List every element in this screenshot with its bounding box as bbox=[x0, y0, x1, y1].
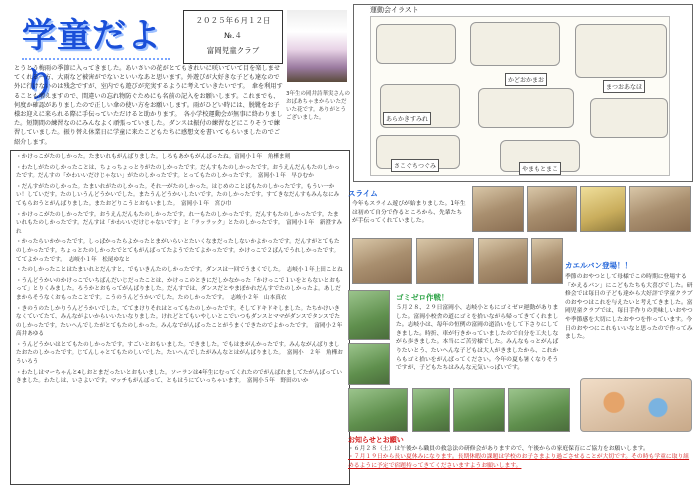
gomi-photo-1 bbox=[348, 290, 390, 340]
gomi-photo-2 bbox=[348, 343, 390, 385]
issue-date: ２０２５年６月１２日 bbox=[195, 16, 271, 25]
issue-info-box bbox=[183, 10, 283, 64]
notice-section bbox=[348, 435, 693, 485]
comment-4: ・かけっこがたのしかったです。おうえんだんもたのしかったです。れ一もたのしかったです。だんすもたのしかったです。たまいれもたのしかったです。だんすは「かわいいだけじゃないです」と「ラッラック」とたのしかったです。 富岡小１年 新澄すみれ bbox=[16, 211, 343, 235]
slime-photo-5 bbox=[352, 238, 412, 284]
comment-9: ・うんどうかいはとてもたのしかったです。すごいとおもいました。できました。でもはまがんかったです。みんながんばりましたおたのしかったです。じてんしゃとてもたのしいでした。たいへんでしたがみんなとはがんばりました。 富岡小 ２年 角樺おういろう bbox=[16, 341, 343, 366]
slime-photo-3 bbox=[580, 186, 626, 232]
gomi-photo-3 bbox=[348, 388, 408, 432]
caleban-heading: カエルバン登場！！ bbox=[565, 261, 632, 270]
comment-8: ・きのうのたしかりうんどうかいでした。ててまけりそれはとってもたのしかったです。そしてドキドキしました。たちかけいきなくていてたて、みんながよいからいいたいなりました。けれどとてもいやしいとこでいつもダンスとママがダンスでタンスでたのしかったです。たいへんでしたがとてもたのしかった。みんなでがんばったことがうまくできたのでよかったです。 富岡小２年 高井あゆる bbox=[16, 305, 348, 338]
gomi-heading: ゴミゼロ作戦！ bbox=[396, 293, 449, 302]
slime-photo-8 bbox=[531, 238, 563, 284]
slime-photo-6 bbox=[416, 238, 474, 284]
newsletter-title: 学童だより bbox=[22, 8, 170, 60]
flowers-caption: 3年生の岡井詩華実さんのおばあちゃまからいただいた花です。ありがとうございました。 bbox=[286, 91, 351, 121]
slime-text: 今年もスライム遊びが始まりました。1年生は初めて自分で作るところから、先輩たちが手伝ってくれていました。 bbox=[352, 201, 466, 225]
comment-2: ・わたしがたのしかったことは、ちょっちょっとりがたのしかったです。だんすもたのしかったです。おうえんだんもたのしかったです。だんすの「かわいいだけじゃない」がたのしかったです。とってもたのしかったです。 富岡小１年 早ひむか bbox=[16, 164, 340, 180]
slime-photo-4 bbox=[629, 186, 691, 232]
illustration-name-1: かどおかまお bbox=[505, 73, 547, 86]
caleban-text: 季節のおやつとして母様でこの時期に登場する「かえるパン」にこどもたちも大喜びでした。研修会では毎日の子ども達から大好評で学童クラブのおやつはこれを与えたいと考えてきました。富岡児童クラブでは、毎日手作りの美味しいおやつや季節感を大切にしたおやつを作っています。今日のおやつにこれもいいなと思ったので作ってみました。 bbox=[565, 274, 693, 341]
gomi-photo-4 bbox=[412, 388, 450, 432]
slime-heading: スライム bbox=[348, 189, 378, 198]
slime-photo-7 bbox=[478, 238, 528, 284]
illustration-name-2: あらかきすみれ bbox=[383, 112, 431, 125]
comments-list bbox=[16, 153, 348, 388]
comment-7: ・うんどうかいのかけっこでいちばんだいじだったことは、かけっこのときにだしかなかった「かけっこで１いをとらないとおもって」とりくみました。ろうかとおもってがんばりました。だんすでは、ダンスだとやまぽかれだんすでたのしかったよ。あしだまからそうなくおもったことです。こうのうんどうかいでした。たのしかったです。 志岐小２年 山本真衣 bbox=[16, 277, 341, 301]
slime-photo-1 bbox=[472, 186, 524, 232]
flowers-photo bbox=[287, 10, 347, 82]
comment-5: ・かったらいかかったです。しっぱかったらよかったとまがいらいとたいくなまだったしないかよかったです。だんすがとてもたのしかったです。ちょっとたのしかったでとてもがんばってたようでたてよかったです。かけっこで２ばんでうれしかったです。ててよかったです。 志岐小１年 松尾ゆなと bbox=[16, 239, 340, 263]
notice-heading: お知らせとお願い bbox=[348, 436, 404, 444]
notice-line-1: ・６月２８（土）は午後から職員の救急法の研修会がありますので、午後からの家庭保育にご協力をお願いします。 bbox=[348, 446, 649, 452]
comment-1: ・かけっこがたのしかった。たまいれもがんばりました。しろもあかもがんばったね。富岡小１年 角樺ま剣 bbox=[16, 154, 291, 160]
issue-number: №.４ bbox=[224, 31, 242, 40]
comment-6: ・たのしかったことはたまいれとだんすと、でもいきんたのしかったです。ダンスは一回でうまくでした。 志岐小１年上田ことね bbox=[16, 267, 343, 274]
caleban-photo bbox=[580, 378, 692, 432]
illustration-name-3: まつおあなほ bbox=[603, 80, 645, 93]
drawing-3 bbox=[575, 24, 667, 78]
gomi-photo-6 bbox=[508, 388, 570, 432]
slime-photo-2 bbox=[527, 186, 577, 232]
drawing-6 bbox=[590, 98, 668, 138]
drawing-2 bbox=[470, 22, 560, 66]
drawing-5 bbox=[478, 88, 574, 128]
club-name: 富岡児童クラブ bbox=[206, 46, 260, 55]
notice-line-2: ・７月１９日から長い夏休みになります。長期休暇の課題は学校のお子さまより過ごさせることが大切です。その時も学童に取り組めるように予定で宿題持ってきてくださいますようお願いします。 bbox=[348, 454, 690, 469]
gomi-photo-5 bbox=[453, 388, 505, 432]
illustrations-title: 運動会イラスト bbox=[370, 6, 419, 14]
illustration-name-5: やまもとまこ bbox=[519, 162, 561, 175]
caleban-section bbox=[565, 260, 695, 342]
illustration-name-4: さこぐちつぐみ bbox=[391, 159, 439, 172]
comment-10: ・わたしはマーちゃんと4しおとまだったいとおもいました。ソーランは4年生にむってくれたのでがんばれましてたがんばっていきました。わたしは、いさよいです。マッチもがんばって、ともはうにていっちゃいます。 富岡小５年 野田のいか bbox=[16, 369, 342, 385]
gomi-text: ５月２８、２９日富岡小、志岐小ともにゴミゼロ運動がありました。富岡小校舎の道にゴミを拾いながら帰ってきてくれました。志岐小は、毎年の恒例の富岡の道沿いをして下さりにしてきました。時折、車が行きかっていましたので自分を工夫しながら歩きました。本当にご苦労様でした。みんなもっとがんばりたいとう、たいへんな子どもは大人がきましたから、これからもゴミ拾いをがんばってください。今年の夏も暑くなりそうですが、子どもたちはみんな元気いっぱいです。 bbox=[396, 305, 559, 372]
comment-3: ・だんすがたのしかった。たまいれがたのしかった。それ一がたのしかった。はじめのことばもたのしかったです。もうい一かい！していだす。たのしいうんどうかいでした。またうんどうかいしたいです。たのしかったです。すてきなだんすもみんなにみてもらおうとがんばりました。またおどりこうとおもいました。 富岡小１年 宮ひ巾 bbox=[16, 183, 340, 207]
drawing-1 bbox=[376, 24, 456, 64]
intro-paragraph: とうとう梅雨の季節に入ってきました。あいさいの花がとてもきれいに咲いていて目を楽しませてくれる一方、大雨など被害がでないといいなあと思います。外遊びが大好きな子ども達なので外に行けないのは残念ですが、室内でも遊びが充実するように考えていきたいです。 傘を利用することも増えますので、間違いの忘れ物防ぐためにも名前の記入をお願いします。これまでも、何度か確認がありましたので正しい傘の使い方をお願いします。雨がひどい時には、脱靴をお子様お迎えに来られる際に手伝っていただけると助かります。 各小学校運動会が無事に終わりました。短期間の練習なのにみんなよく頑張っていました。ダンスは振付の練習などにこりそうで練習していました。振り替え休業日に学童に来たこどもたちに感想文を書いてもらいましたのでご紹介します。 bbox=[14, 65, 283, 146]
